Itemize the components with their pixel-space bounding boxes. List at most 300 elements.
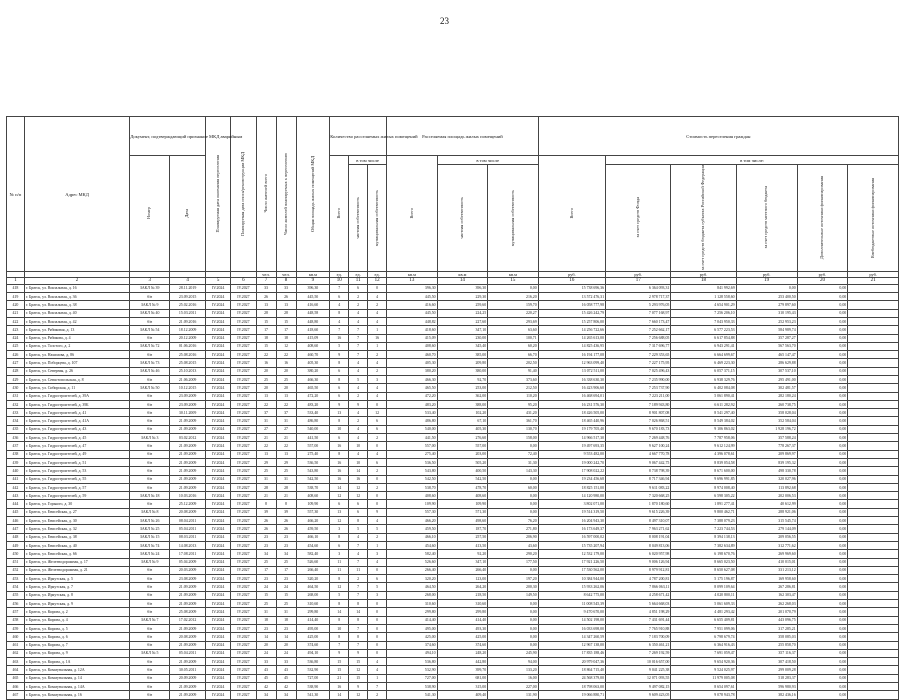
header-doc-number-cell — [130, 156, 170, 272]
table-cell: 20 — [276, 384, 296, 392]
table-cell: 21.09.2009 — [170, 624, 206, 632]
table-cell: 4 — [349, 450, 368, 458]
table-cell: IV.2027 — [231, 483, 256, 491]
table-cell: IV.2024 — [206, 525, 231, 533]
table-cell: 14 — [330, 483, 349, 491]
table-cell: 727,00 — [296, 674, 330, 682]
table-cell: IV.2024 — [206, 293, 231, 301]
column-number-3: 3 — [130, 278, 170, 285]
table-cell: IV.2024 — [206, 558, 231, 566]
table-cell: 493,30 — [437, 624, 488, 632]
table-cell: 18 — [276, 334, 296, 342]
header-area-private: частная собственность — [459, 196, 465, 239]
table-cell: 465,50 — [387, 384, 438, 392]
table-cell: 0,00 — [797, 317, 848, 325]
table-cell — [848, 691, 899, 699]
table-cell: 16 — [330, 467, 349, 475]
table-cell: 7 189 943,80 — [606, 400, 671, 408]
table-cell: 374,60 — [437, 641, 488, 649]
table-cell: 0,00 — [797, 392, 848, 400]
table-cell: 271,80 — [488, 525, 539, 533]
table-cell: 414,40 — [387, 616, 438, 624]
table-cell: 8 — [330, 417, 349, 425]
table-cell: IV.2027 — [231, 317, 256, 325]
table-cell: б/н — [130, 392, 170, 400]
table-cell: 37 — [256, 409, 276, 417]
table-cell: 0,00 — [797, 525, 848, 533]
table-cell: 447 — [7, 525, 25, 533]
table-cell: б/н — [130, 600, 170, 608]
table-cell: 92,20 — [437, 550, 488, 558]
table-cell: 25.10.2013 — [170, 367, 206, 375]
table-cell: 209 869,97 — [736, 450, 797, 458]
table-cell: 21.09.2009 — [170, 600, 206, 608]
table-cell — [848, 458, 899, 466]
table-cell: 10 — [349, 442, 368, 450]
table-cell: 6 — [368, 458, 387, 466]
table-cell: б/н — [130, 566, 170, 574]
column-number-11: 11 — [349, 278, 368, 285]
table-cell: 454,60 — [296, 541, 330, 549]
table-cell: 39 — [276, 508, 296, 516]
table-cell: 25 — [256, 600, 276, 608]
unit-cell-8: чел. — [276, 272, 296, 278]
table-cell: 0,00 — [488, 492, 539, 500]
table-cell — [848, 450, 899, 458]
header-address: Адрес МКД — [24, 117, 129, 272]
table-cell: 448,58 — [296, 309, 330, 317]
table-cell: 495,00 — [296, 624, 330, 632]
table-cell: 8 008 191,04 — [606, 533, 671, 541]
table-cell: 466,30 — [387, 376, 438, 384]
table-cell: 05.04.2011 — [170, 649, 206, 657]
table-cell: 0,00 — [797, 550, 848, 558]
table-cell: 23 — [256, 624, 276, 632]
table-row — [7, 483, 899, 491]
table-cell: 276,60 — [437, 434, 488, 442]
table-cell: 6 577 223,53 — [671, 326, 736, 334]
header-num: № п/п — [7, 117, 25, 272]
table-cell: 4 — [349, 359, 368, 367]
column-number-13: 13 — [387, 278, 438, 285]
table-cell: 7 — [349, 583, 368, 591]
table-cell: 100,71 — [488, 334, 539, 342]
table-cell: 19 179 705,40 — [538, 425, 605, 433]
table-cell: 2 — [349, 417, 368, 425]
table-cell: 460 — [7, 633, 25, 641]
table-cell: г. Братск, ул. Гидростроителей, д. 41А — [24, 417, 129, 425]
table-cell: 543,80 — [387, 467, 438, 475]
table-cell: IV.2024 — [206, 301, 231, 309]
table-cell: б/н — [130, 475, 170, 483]
table-cell: 4 — [368, 517, 387, 525]
table-cell: г. Братск, ул. Гидростроителей, д. 55 — [24, 475, 129, 483]
table-cell: 450 — [7, 550, 25, 558]
table-cell: 39 — [256, 508, 276, 516]
table-cell: 408,60 — [296, 492, 330, 500]
table-cell: 6 350 461,21 — [606, 641, 671, 649]
table-cell: г. Братск, ул. Кирова, д. 2 — [24, 608, 129, 616]
table-cell: 408,60 — [387, 492, 438, 500]
table-cell: 457 — [7, 608, 25, 616]
table-cell: 466,20 — [387, 517, 438, 525]
table-cell: IV.2027 — [231, 591, 256, 599]
table-row — [7, 417, 899, 425]
table-cell: 7 — [349, 641, 368, 649]
table-cell — [848, 475, 899, 483]
table-cell: 532,90 — [296, 666, 330, 674]
table-cell: 5 061 890,41 — [671, 392, 736, 400]
table-cell: IV.2027 — [231, 450, 256, 458]
table-cell: 445 — [7, 508, 25, 516]
table-cell: 7 — [349, 558, 368, 566]
table-cell: 0,00 — [797, 376, 848, 384]
table-cell: 94,00 — [488, 658, 539, 666]
table-cell: 425,00 — [387, 633, 438, 641]
table-cell: 227,60 — [437, 317, 488, 325]
table-cell: 28.11.2019 — [170, 284, 206, 292]
table-cell: 557,00 — [437, 442, 488, 450]
table-cell: 8 — [349, 633, 368, 641]
table-row — [7, 608, 899, 616]
table-cell: 7 223 744,53 — [671, 525, 736, 533]
table-cell: 230,00 — [437, 334, 488, 342]
table-cell: б/н — [130, 409, 170, 417]
table-cell: 25.12.2009 — [170, 500, 206, 508]
table-cell: г. Братск, ул. Севастопольская, д. 8 — [24, 376, 129, 384]
table-cell: 37 — [276, 409, 296, 417]
table-cell: 2 — [368, 434, 387, 442]
table-cell: 423 — [7, 326, 25, 334]
header-cost-extra: Дополнительные источники финансирования — [819, 176, 825, 260]
table-cell: IV.2027 — [231, 384, 256, 392]
table-cell: 7 951 099,06 — [671, 624, 736, 632]
table-cell: 427 — [7, 359, 25, 367]
table-cell: 6 — [330, 367, 349, 375]
table-cell: 25 — [256, 376, 276, 384]
table-cell: IV.2027 — [231, 351, 256, 359]
table-cell: 5 — [368, 583, 387, 591]
table-cell: 33 — [256, 284, 276, 292]
table-cell: г. Братск, ул. Гидростроителей, д. 47 — [24, 442, 129, 450]
table-cell: 18 — [256, 616, 276, 624]
table-cell: 16 — [330, 334, 349, 342]
table-row — [7, 293, 899, 301]
table-cell: IV.2024 — [206, 309, 231, 317]
table-cell — [848, 400, 899, 408]
table-cell: 518 283,37 — [736, 674, 797, 682]
table-cell: 159,70 — [488, 301, 539, 309]
table-cell: 266,40 — [437, 566, 488, 574]
table-cell: б/н — [130, 674, 170, 682]
table-cell: 25.08.2009 — [170, 608, 206, 616]
table-cell: 596 980,93 — [736, 682, 797, 690]
table-cell: 19 066 880,71 — [538, 691, 605, 699]
table-cell: 410 015,01 — [736, 558, 797, 566]
table-cell: ЗАКЛ № 9 — [130, 301, 170, 309]
table-cell: 6 — [368, 425, 387, 433]
table-cell: 43 — [256, 666, 276, 674]
table-cell: 4 — [349, 367, 368, 375]
table-cell — [848, 666, 899, 674]
table-row — [7, 376, 899, 384]
table-cell: 6 057 371,15 — [671, 367, 736, 375]
table-row — [7, 591, 899, 599]
table-cell: 415,09 — [387, 334, 438, 342]
table-cell: IV.2024 — [206, 616, 231, 624]
table-cell: 2 978 717,37 — [606, 293, 671, 301]
table-cell: 541,30 — [387, 691, 438, 699]
table-cell: 0,00 — [488, 442, 539, 450]
table-cell: IV.2024 — [206, 649, 231, 657]
unit-cell-20: руб. — [797, 272, 848, 278]
table-cell: 7 253 737,90 — [606, 384, 671, 392]
table-cell: 0,00 — [797, 682, 848, 690]
table-cell: 279 144,09 — [736, 525, 797, 533]
table-cell: 14 502 198,00 — [538, 616, 605, 624]
table-row — [7, 658, 899, 666]
header-rooms-total: Всего — [335, 207, 341, 219]
table-cell: 442 — [7, 483, 25, 491]
table-cell: 12 — [349, 666, 368, 674]
table-cell: IV.2024 — [206, 483, 231, 491]
table-cell: 455 — [7, 591, 25, 599]
table-cell: 7 — [349, 326, 368, 334]
table-cell: 13 — [330, 409, 349, 417]
table-cell — [848, 326, 899, 334]
table-cell: 302 481,57 — [736, 384, 797, 392]
table-cell: 6 — [368, 417, 387, 425]
table-cell: 14 256 722,66 — [538, 326, 605, 334]
table-cell: 437 — [7, 442, 25, 450]
table-cell: 14 966 517,30 — [538, 434, 605, 442]
table-cell: 8 642 775,00 — [538, 591, 605, 599]
table-cell: ЗАКЛ № 7 — [130, 616, 170, 624]
table-cell — [848, 525, 899, 533]
table-cell: 21.09.2009 — [170, 591, 206, 599]
table-cell: г. Братск, ул. Кирова, д. 6 — [24, 633, 129, 641]
table-cell: 0,00 — [797, 591, 848, 599]
table-cell: 8 — [330, 616, 349, 624]
table-cell: 177,50 — [488, 558, 539, 566]
table-cell: IV.2027 — [231, 492, 256, 500]
table-cell: 0,00 — [797, 400, 848, 408]
table-row — [7, 317, 899, 325]
table-cell: 16 — [368, 334, 387, 342]
table-cell: 345,40 — [437, 342, 488, 350]
table-cell: IV.2024 — [206, 641, 231, 649]
table-cell: 0,00 — [797, 434, 848, 442]
header-planned-demolition: Планируемая дата сноса/реконструкции МКД — [240, 151, 246, 236]
table-cell: 0 — [368, 616, 387, 624]
table-cell: 494,10 — [296, 649, 330, 657]
table-cell: 15 735 207,94 — [538, 541, 605, 549]
table-cell: 16 — [276, 359, 296, 367]
table-cell: г. Братск, ул. Гидростроителей, д. 39А — [24, 392, 129, 400]
table-cell: 431,20 — [488, 409, 539, 417]
table-cell: 18 426 505,00 — [538, 409, 605, 417]
table-cell: 0,00 — [797, 293, 848, 301]
table-cell: 13 — [256, 301, 276, 309]
table-cell: 197,20 — [488, 575, 539, 583]
table-cell: 414,40 — [437, 616, 488, 624]
table-cell: 1 — [368, 342, 387, 350]
table-cell: 8 — [276, 500, 296, 508]
table-cell: 536,80 — [387, 658, 438, 666]
table-cell: 0,00 — [797, 658, 848, 666]
table-cell: 449 — [7, 541, 25, 549]
table-cell: IV.2027 — [231, 309, 256, 317]
table-row — [7, 326, 899, 334]
table-cell: 3 — [368, 376, 387, 384]
table-cell: 432 — [7, 400, 25, 408]
table-cell: г. Братск, ул. Коммунальная, д. 12А — [24, 666, 129, 674]
table-cell: 0,00 — [797, 558, 848, 566]
table-cell: 8 — [349, 616, 368, 624]
table-row — [7, 309, 899, 317]
table-cell — [848, 616, 899, 624]
table-cell: 14 120 980,00 — [538, 492, 605, 500]
table-cell: 0,00 — [797, 633, 848, 641]
table-cell: 18 825 151,00 — [538, 483, 605, 491]
table-cell: 26 — [256, 293, 276, 301]
table-cell: 462 — [7, 649, 25, 657]
table-cell: 542,50 — [387, 475, 438, 483]
table-cell: 0,00 — [797, 417, 848, 425]
table-cell: 22 — [256, 351, 276, 359]
table-cell: 0,00 — [797, 624, 848, 632]
table-cell: 445,50 — [296, 293, 330, 301]
table-cell: 8 — [349, 517, 368, 525]
table-cell: 533,40 — [387, 409, 438, 417]
table-cell: IV.2027 — [231, 359, 256, 367]
table-cell: 4 — [349, 533, 368, 541]
table-cell: 14 265 613,00 — [538, 334, 605, 342]
table-cell: 426 — [7, 351, 25, 359]
table-cell: 0,00 — [797, 342, 848, 350]
column-number-14: 14 — [437, 278, 488, 285]
table-cell: 14 825 436,95 — [538, 342, 605, 350]
table-cell: 23.09.2015 — [170, 293, 206, 301]
table-cell — [848, 293, 899, 301]
table-cell: 15 — [256, 342, 276, 350]
table-cell: 465,50 — [296, 384, 330, 392]
table-cell: 841 992,69 — [671, 284, 736, 292]
table-cell: 0,00 — [797, 483, 848, 491]
table-cell: 3 — [330, 525, 349, 533]
table-cell — [848, 317, 899, 325]
table-cell: 15 257 806,00 — [538, 317, 605, 325]
table-cell: 8 — [256, 500, 276, 508]
table-cell: 17 921 226,50 — [538, 558, 605, 566]
table-cell: г. Братск, ул. Иркутская, д. 7 — [24, 583, 129, 591]
table-cell — [848, 384, 899, 392]
table-cell: 31,30 — [488, 458, 539, 466]
table-cell: 7 — [349, 591, 368, 599]
table-cell: 405,30 — [437, 425, 488, 433]
table-cell: 465 147,47 — [736, 351, 797, 359]
unit-cell-19: руб. — [736, 272, 797, 278]
table-cell — [848, 409, 899, 417]
table-row — [7, 434, 899, 442]
table-cell: 224,25 — [437, 309, 488, 317]
unit-cell-17: руб. — [606, 272, 671, 278]
table-cell: 448,82 — [387, 317, 438, 325]
table-cell: 538,70 — [387, 483, 438, 491]
table-cell: б/н — [130, 691, 170, 699]
table-cell: г. Братск, ул. Коммунальная, д. 14А — [24, 682, 129, 690]
table-cell — [848, 624, 899, 632]
table-cell: 8 — [330, 376, 349, 384]
table-cell: IV.2027 — [231, 400, 256, 408]
table-cell: 374,60 — [296, 641, 330, 649]
table-cell: 01.06.2016 — [170, 342, 206, 350]
table-cell: 16 — [330, 475, 349, 483]
header-area-resettled: Расселяемая площадь жилых помещений — [387, 117, 539, 156]
table-row — [7, 641, 899, 649]
table-cell: IV.2027 — [231, 342, 256, 350]
table-cell: IV.2027 — [231, 633, 256, 641]
table-cell: 557,30 — [387, 508, 438, 516]
table-row — [7, 566, 899, 574]
table-cell: 362,00 — [437, 392, 488, 400]
table-cell: 72,40 — [488, 450, 539, 458]
column-number-15: 15 — [488, 278, 539, 285]
table-cell: 8 650 627,08 — [671, 566, 736, 574]
table-cell: 456 — [7, 600, 25, 608]
table-cell: 357 588,24 — [736, 434, 797, 442]
table-cell: 162 303,47 — [736, 591, 797, 599]
table-cell: 7 — [349, 334, 368, 342]
table-cell: 4 654 901,29 — [671, 301, 736, 309]
table-cell: 113 892,68 — [736, 483, 797, 491]
table-cell: IV.2024 — [206, 517, 231, 525]
table-cell: 4 — [368, 293, 387, 301]
column-number-7: 7 — [256, 278, 276, 285]
table-cell: IV.2024 — [206, 434, 231, 442]
table-cell: 299,80 — [437, 608, 488, 616]
table-cell: 0,00 — [797, 566, 848, 574]
table-cell: 466,10 — [296, 533, 330, 541]
table-cell: г. Братск, ул. Поборцева, д. 107 — [24, 359, 129, 367]
table-cell: г. Братск, ул. Железнодорожная, д. 17 — [24, 558, 129, 566]
table-cell: 6 — [368, 575, 387, 583]
table-cell: ЗАКЛ № 18 — [130, 492, 170, 500]
table-cell: IV.2024 — [206, 450, 231, 458]
table-cell: ЗАКЛ № 25 — [130, 525, 170, 533]
table-cell: 538,70 — [296, 483, 330, 491]
table-cell: ЗАКЛ № 72 — [130, 342, 170, 350]
table-cell: 1 — [368, 326, 387, 334]
table-cell: 13 — [256, 392, 276, 400]
column-number-2: 2 — [24, 278, 129, 285]
table-cell: 16 468 694,01 — [538, 392, 605, 400]
header-residents: Число жителей всего — [262, 174, 268, 213]
table-cell: 315,00 — [437, 682, 488, 690]
table-cell: 18 — [256, 334, 276, 342]
unit-cell-14: кв.м — [437, 272, 488, 278]
table-cell: IV.2027 — [231, 575, 256, 583]
table-cell — [848, 500, 899, 508]
header-residents-planned: Число жителей планируемых к переселению — [282, 152, 288, 235]
table-cell: 727,00 — [387, 674, 438, 682]
table-row — [7, 475, 899, 483]
table-cell: 8 — [330, 359, 349, 367]
table-cell: 30.05.2011 — [170, 666, 206, 674]
table-cell: 05.04.2011 — [170, 525, 206, 533]
table-cell: 7 — [368, 682, 387, 690]
table-cell: 388,00 — [437, 400, 488, 408]
